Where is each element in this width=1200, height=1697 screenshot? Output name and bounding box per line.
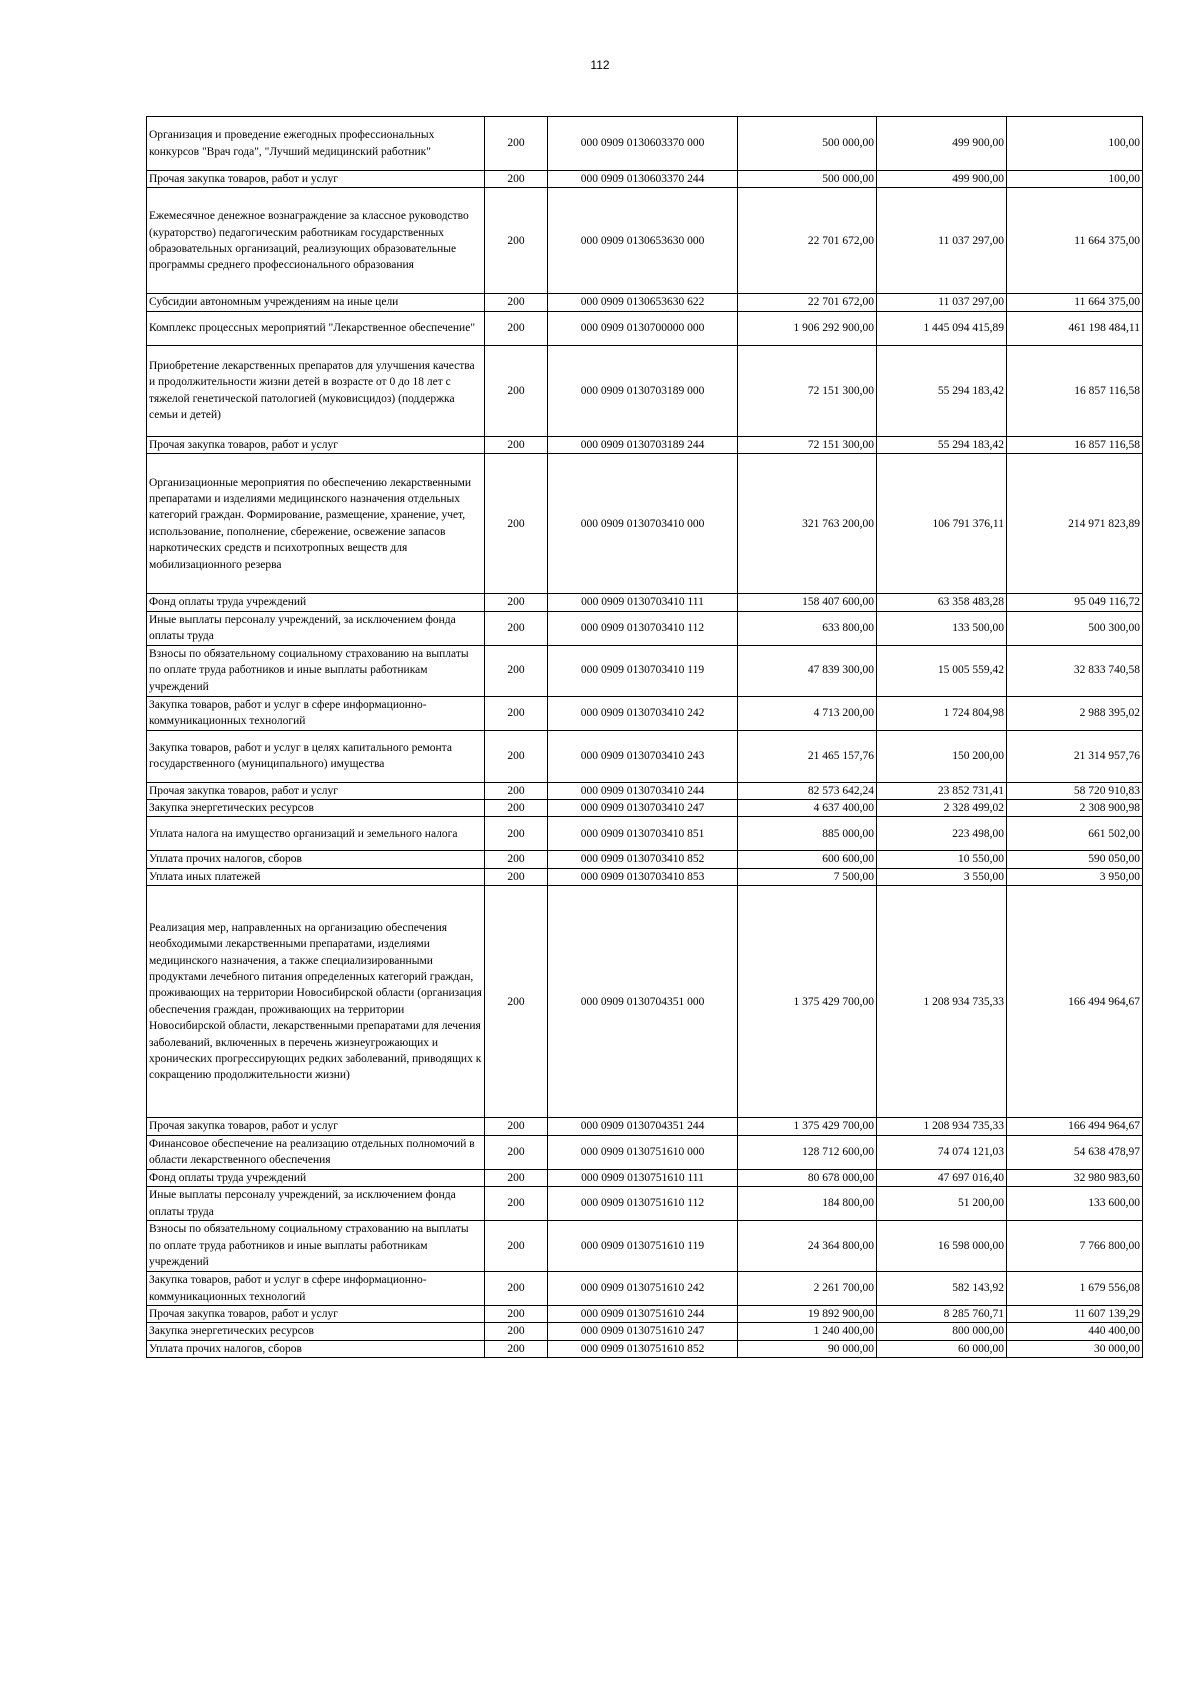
table-row xyxy=(147,782,1143,799)
executed-amount: 133 500,00 xyxy=(877,611,1007,645)
budget-classification-code: 000 0909 0130703410 243 xyxy=(548,730,738,782)
executed-amount: 150 200,00 xyxy=(877,730,1007,782)
executed-amount: 63 358 483,28 xyxy=(877,594,1007,611)
table-row xyxy=(147,696,1143,730)
line-code-cell: 200 xyxy=(485,1169,548,1186)
line-item-name: Закупка энергетических ресурсов xyxy=(147,800,485,817)
unexecuted-amount: 11 607 139,29 xyxy=(1007,1306,1143,1323)
approved-amount: 4 637 400,00 xyxy=(738,800,877,817)
executed-amount: 1 445 094 415,89 xyxy=(877,311,1007,345)
line-item-name: Закупка товаров, работ и услуг в сфере информационно-коммуникационных технологий xyxy=(147,696,485,730)
table-row xyxy=(147,594,1143,611)
executed-amount: 8 285 760,71 xyxy=(877,1306,1007,1323)
approved-amount: 22 701 672,00 xyxy=(738,188,877,294)
line-code-cell: 200 xyxy=(485,311,548,345)
approved-amount: 21 465 157,76 xyxy=(738,730,877,782)
approved-amount: 4 713 200,00 xyxy=(738,696,877,730)
line-item-name: Прочая закупка товаров, работ и услуг xyxy=(147,1118,485,1135)
budget-classification-code: 000 0909 0130751610 119 xyxy=(548,1221,738,1272)
line-code-cell: 200 xyxy=(485,611,548,645)
line-item-name: Иные выплаты персоналу учреждений, за исключением фонда оплаты труда xyxy=(147,611,485,645)
line-code-cell: 200 xyxy=(485,1187,548,1221)
line-code-cell: 200 xyxy=(485,345,548,436)
executed-amount: 1 208 934 735,33 xyxy=(877,1118,1007,1135)
budget-classification-code: 000 0909 0130751610 111 xyxy=(548,1169,738,1186)
table-row xyxy=(147,1323,1143,1340)
approved-amount: 1 375 429 700,00 xyxy=(738,1118,877,1135)
approved-amount: 2 261 700,00 xyxy=(738,1272,877,1306)
budget-classification-code: 000 0909 0130653630 000 xyxy=(548,188,738,294)
approved-amount: 885 000,00 xyxy=(738,817,877,851)
line-item-name: Реализация мер, направленных на организацию обеспечения необходимыми лекарственными препаратами, изделиями медицинского назначения, а также специализированными продуктами лечебного питания определенных категорий граждан, проживающих на территории Новосибирской области (организация обеспечения граждан, проживающих на территории Новосибирской области, лекарственными препаратами для лечения заболеваний, включенных в перечень жизнеугрожающих и хронических прогрессирующих редких заболеваний, приводящих к сокращению продолжительности жизни) xyxy=(147,886,485,1118)
executed-amount: 800 000,00 xyxy=(877,1323,1007,1340)
budget-classification-code: 000 0909 0130704351 000 xyxy=(548,886,738,1118)
table-row xyxy=(147,1340,1143,1357)
executed-amount: 23 852 731,41 xyxy=(877,782,1007,799)
table-row xyxy=(147,851,1143,868)
table-row xyxy=(147,886,1143,1118)
approved-amount: 500 000,00 xyxy=(738,171,877,188)
line-item-name: Организация и проведение ежегодных профессиональных конкурсов "Врач года", "Лучший медицинский работник" xyxy=(147,117,485,171)
approved-amount: 82 573 642,24 xyxy=(738,782,877,799)
unexecuted-amount: 214 971 823,89 xyxy=(1007,454,1143,594)
executed-amount: 60 000,00 xyxy=(877,1340,1007,1357)
table-row xyxy=(147,1187,1143,1221)
approved-amount: 633 800,00 xyxy=(738,611,877,645)
line-code-cell: 200 xyxy=(485,817,548,851)
executed-amount: 16 598 000,00 xyxy=(877,1221,1007,1272)
unexecuted-amount: 461 198 484,11 xyxy=(1007,311,1143,345)
budget-classification-code: 000 0909 0130703410 242 xyxy=(548,696,738,730)
approved-amount: 500 000,00 xyxy=(738,117,877,171)
executed-amount: 2 328 499,02 xyxy=(877,800,1007,817)
table-row xyxy=(147,294,1143,311)
budget-classification-code: 000 0909 0130751610 242 xyxy=(548,1272,738,1306)
table-row xyxy=(147,188,1143,294)
line-item-name: Уплата иных платежей xyxy=(147,868,485,885)
line-item-name: Прочая закупка товаров, работ и услуг xyxy=(147,436,485,453)
table-row xyxy=(147,117,1143,171)
approved-amount: 1 240 400,00 xyxy=(738,1323,877,1340)
table-row xyxy=(147,1118,1143,1135)
executed-amount: 499 900,00 xyxy=(877,171,1007,188)
executed-amount: 3 550,00 xyxy=(877,868,1007,885)
budget-classification-code: 000 0909 0130703189 000 xyxy=(548,345,738,436)
line-item-name: Фонд оплаты труда учреждений xyxy=(147,594,485,611)
budget-classification-code: 000 0909 0130751610 112 xyxy=(548,1187,738,1221)
unexecuted-amount: 1 679 556,08 xyxy=(1007,1272,1143,1306)
unexecuted-amount: 590 050,00 xyxy=(1007,851,1143,868)
executed-amount: 499 900,00 xyxy=(877,117,1007,171)
budget-classification-code: 000 0909 0130703410 851 xyxy=(548,817,738,851)
approved-amount: 19 892 900,00 xyxy=(738,1306,877,1323)
line-code-cell: 200 xyxy=(485,171,548,188)
line-code-cell: 200 xyxy=(485,594,548,611)
unexecuted-amount: 58 720 910,83 xyxy=(1007,782,1143,799)
line-item-name: Уплата прочих налогов, сборов xyxy=(147,1340,485,1357)
line-item-name: Взносы по обязательному социальному страхованию на выплаты по оплате труда работников и иные выплаты работникам учреждений xyxy=(147,645,485,696)
line-code-cell: 200 xyxy=(485,868,548,885)
approved-amount: 72 151 300,00 xyxy=(738,345,877,436)
line-code-cell: 200 xyxy=(485,886,548,1118)
table-row xyxy=(147,730,1143,782)
table-body xyxy=(147,117,1143,1358)
table-row xyxy=(147,1306,1143,1323)
line-code-cell: 200 xyxy=(485,851,548,868)
line-code-cell: 200 xyxy=(485,1340,548,1357)
table-row xyxy=(147,311,1143,345)
unexecuted-amount: 16 857 116,58 xyxy=(1007,436,1143,453)
line-code-cell: 200 xyxy=(485,1323,548,1340)
line-item-name: Приобретение лекарственных препаратов для улучшения качества и продолжительности жизни детей в возрасте от 0 до 18 лет с тяжелой генетической патологией (муковисцидоз) (поддержка семьи и детей) xyxy=(147,345,485,436)
line-code-cell: 200 xyxy=(485,1272,548,1306)
line-item-name: Закупка товаров, работ и услуг в сфере информационно-коммуникационных технологий xyxy=(147,1272,485,1306)
unexecuted-amount: 54 638 478,97 xyxy=(1007,1135,1143,1169)
executed-amount: 11 037 297,00 xyxy=(877,188,1007,294)
executed-amount: 106 791 376,11 xyxy=(877,454,1007,594)
approved-amount: 128 712 600,00 xyxy=(738,1135,877,1169)
approved-amount: 22 701 672,00 xyxy=(738,294,877,311)
unexecuted-amount: 440 400,00 xyxy=(1007,1323,1143,1340)
budget-classification-code: 000 0909 0130703189 244 xyxy=(548,436,738,453)
line-code-cell: 200 xyxy=(485,696,548,730)
approved-amount: 72 151 300,00 xyxy=(738,436,877,453)
unexecuted-amount: 32 833 740,58 xyxy=(1007,645,1143,696)
table-row xyxy=(147,868,1143,885)
line-code-cell: 200 xyxy=(485,1306,548,1323)
budget-classification-code: 000 0909 0130703410 853 xyxy=(548,868,738,885)
line-item-name: Организационные мероприятия по обеспечению лекарственными препаратами и изделиями медицинского назначения отдельных категорий граждан. Формирование, размещение, хранение, учет, использование, пополнение, сбережение, освежение запасов наркотических средств и психотропных веществ для мобилизационного резерва xyxy=(147,454,485,594)
executed-amount: 10 550,00 xyxy=(877,851,1007,868)
line-item-name: Уплата налога на имущество организаций и земельного налога xyxy=(147,817,485,851)
unexecuted-amount: 11 664 375,00 xyxy=(1007,294,1143,311)
line-item-name: Фонд оплаты труда учреждений xyxy=(147,1169,485,1186)
line-item-name: Иные выплаты персоналу учреждений, за исключением фонда оплаты труда xyxy=(147,1187,485,1221)
executed-amount: 223 498,00 xyxy=(877,817,1007,851)
executed-amount: 582 143,92 xyxy=(877,1272,1007,1306)
line-item-name: Финансовое обеспечение на реализацию отдельных полномочий в области лекарственного обеспечения xyxy=(147,1135,485,1169)
budget-classification-code: 000 0909 0130751610 247 xyxy=(548,1323,738,1340)
table-row xyxy=(147,645,1143,696)
budget-classification-code: 000 0909 0130751610 244 xyxy=(548,1306,738,1323)
line-code-cell: 200 xyxy=(485,454,548,594)
budget-classification-code: 000 0909 0130703410 119 xyxy=(548,645,738,696)
line-item-name: Закупка товаров, работ и услуг в целях капитального ремонта государственного (муниципального) имущества xyxy=(147,730,485,782)
table-row xyxy=(147,1221,1143,1272)
budget-classification-code: 000 0909 0130700000 000 xyxy=(548,311,738,345)
executed-amount: 51 200,00 xyxy=(877,1187,1007,1221)
budget-classification-code: 000 0909 0130603370 000 xyxy=(548,117,738,171)
executed-amount: 1 208 934 735,33 xyxy=(877,886,1007,1118)
approved-amount: 1 906 292 900,00 xyxy=(738,311,877,345)
line-item-name: Комплекс процессных мероприятий "Лекарственное обеспечение" xyxy=(147,311,485,345)
budget-classification-code: 000 0909 0130751610 852 xyxy=(548,1340,738,1357)
line-item-name: Прочая закупка товаров, работ и услуг xyxy=(147,782,485,799)
budget-classification-code: 000 0909 0130703410 244 xyxy=(548,782,738,799)
unexecuted-amount: 7 766 800,00 xyxy=(1007,1221,1143,1272)
unexecuted-amount: 661 502,00 xyxy=(1007,817,1143,851)
table-row xyxy=(147,817,1143,851)
table-row xyxy=(147,1169,1143,1186)
budget-classification-code: 000 0909 0130603370 244 xyxy=(548,171,738,188)
table-row xyxy=(147,800,1143,817)
line-item-name: Прочая закупка товаров, работ и услуг xyxy=(147,1306,485,1323)
unexecuted-amount: 500 300,00 xyxy=(1007,611,1143,645)
unexecuted-amount: 166 494 964,67 xyxy=(1007,1118,1143,1135)
unexecuted-amount: 3 950,00 xyxy=(1007,868,1143,885)
line-code-cell: 200 xyxy=(485,730,548,782)
approved-amount: 184 800,00 xyxy=(738,1187,877,1221)
unexecuted-amount: 166 494 964,67 xyxy=(1007,886,1143,1118)
line-item-name: Прочая закупка товаров, работ и услуг xyxy=(147,171,485,188)
line-item-name: Взносы по обязательному социальному страхованию на выплаты по оплате труда работников и иные выплаты работникам учреждений xyxy=(147,1221,485,1272)
budget-classification-code: 000 0909 0130703410 852 xyxy=(548,851,738,868)
unexecuted-amount: 16 857 116,58 xyxy=(1007,345,1143,436)
line-code-cell: 200 xyxy=(485,782,548,799)
page-number: 112 xyxy=(590,58,610,72)
unexecuted-amount: 100,00 xyxy=(1007,171,1143,188)
table-row xyxy=(147,1135,1143,1169)
approved-amount: 7 500,00 xyxy=(738,868,877,885)
line-code-cell: 200 xyxy=(485,800,548,817)
budget-classification-code: 000 0909 0130704351 244 xyxy=(548,1118,738,1135)
table-row xyxy=(147,345,1143,436)
table-row xyxy=(147,454,1143,594)
unexecuted-amount: 133 600,00 xyxy=(1007,1187,1143,1221)
budget-classification-code: 000 0909 0130703410 247 xyxy=(548,800,738,817)
approved-amount: 47 839 300,00 xyxy=(738,645,877,696)
executed-amount: 55 294 183,42 xyxy=(877,345,1007,436)
table-row xyxy=(147,171,1143,188)
line-code-cell: 200 xyxy=(485,188,548,294)
approved-amount: 321 763 200,00 xyxy=(738,454,877,594)
line-item-name: Субсидии автономным учреждениям на иные цели xyxy=(147,294,485,311)
unexecuted-amount: 95 049 116,72 xyxy=(1007,594,1143,611)
budget-classification-code: 000 0909 0130703410 112 xyxy=(548,611,738,645)
approved-amount: 1 375 429 700,00 xyxy=(738,886,877,1118)
table-row xyxy=(147,1272,1143,1306)
unexecuted-amount: 21 314 957,76 xyxy=(1007,730,1143,782)
unexecuted-amount: 100,00 xyxy=(1007,117,1143,171)
line-code-cell: 200 xyxy=(485,1118,548,1135)
executed-amount: 11 037 297,00 xyxy=(877,294,1007,311)
executed-amount: 74 074 121,03 xyxy=(877,1135,1007,1169)
approved-amount: 80 678 000,00 xyxy=(738,1169,877,1186)
line-code-cell: 200 xyxy=(485,645,548,696)
line-code-cell: 200 xyxy=(485,294,548,311)
line-code-cell: 200 xyxy=(485,1135,548,1169)
budget-classification-code: 000 0909 0130751610 000 xyxy=(548,1135,738,1169)
unexecuted-amount: 2 308 900,98 xyxy=(1007,800,1143,817)
approved-amount: 158 407 600,00 xyxy=(738,594,877,611)
line-item-name: Закупка энергетических ресурсов xyxy=(147,1323,485,1340)
executed-amount: 15 005 559,42 xyxy=(877,645,1007,696)
unexecuted-amount: 11 664 375,00 xyxy=(1007,188,1143,294)
approved-amount: 90 000,00 xyxy=(738,1340,877,1357)
table-row xyxy=(147,436,1143,453)
unexecuted-amount: 30 000,00 xyxy=(1007,1340,1143,1357)
line-item-name: Уплата прочих налогов, сборов xyxy=(147,851,485,868)
budget-classification-code: 000 0909 0130703410 111 xyxy=(548,594,738,611)
executed-amount: 1 724 804,98 xyxy=(877,696,1007,730)
executed-amount: 47 697 016,40 xyxy=(877,1169,1007,1186)
approved-amount: 600 600,00 xyxy=(738,851,877,868)
budget-classification-code: 000 0909 0130653630 622 xyxy=(548,294,738,311)
unexecuted-amount: 32 980 983,60 xyxy=(1007,1169,1143,1186)
line-code-cell: 200 xyxy=(485,117,548,171)
line-item-name: Ежемесячное денежное вознаграждение за классное руководство (кураторство) педагогическим работникам государственных образовательных организаций, реализующих образовательные программы среднего профессионального образования xyxy=(147,188,485,294)
budget-classification-code: 000 0909 0130703410 000 xyxy=(548,454,738,594)
approved-amount: 24 364 800,00 xyxy=(738,1221,877,1272)
line-code-cell: 200 xyxy=(485,436,548,453)
table-row xyxy=(147,611,1143,645)
executed-amount: 55 294 183,42 xyxy=(877,436,1007,453)
unexecuted-amount: 2 988 395,02 xyxy=(1007,696,1143,730)
line-code-cell: 200 xyxy=(485,1221,548,1272)
budget-execution-table xyxy=(146,116,1143,1358)
